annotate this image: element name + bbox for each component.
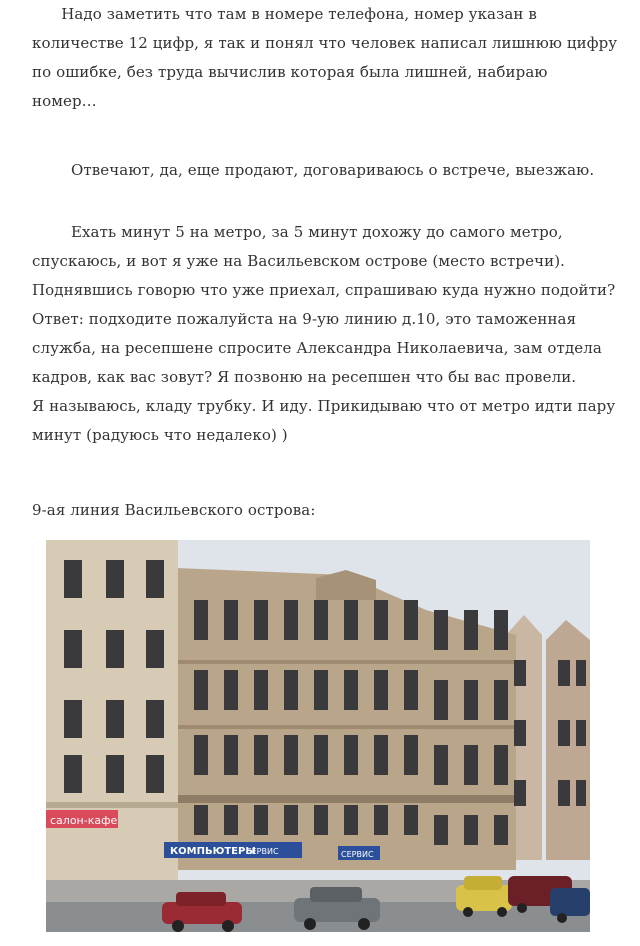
window <box>254 600 268 640</box>
window <box>106 700 124 738</box>
window <box>434 680 448 720</box>
text-line: служба, на ресепшене спросите Александра Николаевича, зам отдела <box>32 339 602 357</box>
window <box>514 660 526 686</box>
window <box>146 755 164 793</box>
window <box>284 600 298 640</box>
text-line: Я называюсь, кладу трубку. И иду. Прикидываю что от метро идти пару <box>32 397 616 415</box>
window <box>284 805 298 835</box>
window <box>464 610 478 650</box>
service-sign-text: СЕРВИС <box>341 850 374 859</box>
window <box>494 610 508 650</box>
window <box>576 660 586 686</box>
window <box>576 720 586 746</box>
window <box>344 735 358 775</box>
window <box>314 735 328 775</box>
window <box>374 735 388 775</box>
building-photo <box>46 540 590 932</box>
paragraph-phone-number <box>32 0 618 116</box>
window <box>558 780 570 806</box>
text-line: Отвечают, да, еще продают, договариваюсь о встрече, выезжаю. <box>32 161 595 179</box>
window <box>344 600 358 640</box>
window <box>194 670 208 710</box>
text-line: по ошибке, без труда вычислив которая была лишней, набираю <box>32 63 548 81</box>
paragraph-metro <box>32 218 616 450</box>
window <box>224 805 238 835</box>
window <box>434 745 448 785</box>
window <box>344 805 358 835</box>
window <box>254 805 268 835</box>
window <box>254 735 268 775</box>
window <box>224 600 238 640</box>
window <box>514 780 526 806</box>
window <box>464 745 478 785</box>
window <box>64 630 82 668</box>
text-line: Надо заметить что там в номере телефона, номер указан в <box>32 5 537 23</box>
window <box>404 600 418 640</box>
window <box>106 755 124 793</box>
window <box>434 610 448 650</box>
window <box>254 670 268 710</box>
text-line: Ответ: подходите пожалуйста на 9-ую линию д.10, это таможенная <box>32 310 577 328</box>
window <box>404 735 418 775</box>
window <box>314 805 328 835</box>
window <box>224 670 238 710</box>
computer-sign-text: КОМПЬЮТЕРЫ <box>170 846 256 857</box>
window <box>464 680 478 720</box>
window <box>514 720 526 746</box>
window <box>374 805 388 835</box>
text-line: Поднявшись говорю что уже приехал, спрашиваю куда нужно подойти? <box>32 281 616 299</box>
window <box>494 680 508 720</box>
window <box>146 560 164 598</box>
window <box>106 630 124 668</box>
window <box>404 805 418 835</box>
photo-caption <box>32 496 612 525</box>
window <box>194 805 208 835</box>
window <box>494 745 508 785</box>
paragraph-answer <box>32 156 612 185</box>
window <box>374 670 388 710</box>
window <box>146 700 164 738</box>
window <box>194 735 208 775</box>
text-line: минут (радуюсь что недалеко) ) <box>32 426 288 444</box>
window <box>576 780 586 806</box>
window <box>494 815 508 845</box>
window <box>464 815 478 845</box>
window <box>64 700 82 738</box>
window <box>146 630 164 668</box>
text-line: кадров, как вас зовут? Я позвоню на ресепшен что бы вас провели. <box>32 368 577 386</box>
window <box>224 735 238 775</box>
window <box>558 660 570 686</box>
window <box>344 670 358 710</box>
window <box>404 670 418 710</box>
window <box>284 735 298 775</box>
text-line: 9-ая линия Васильевского острова: <box>32 501 316 519</box>
text-line: Ехать минут 5 на метро, за 5 минут дохожу до самого метро, <box>32 223 563 241</box>
window <box>64 560 82 598</box>
window <box>284 670 298 710</box>
cafe-sign-text: салон-кафе <box>50 814 118 827</box>
window <box>314 600 328 640</box>
text-line: спускаюсь, и вот я уже на Васильевском острове (место встречи). <box>32 252 566 270</box>
window <box>434 815 448 845</box>
window <box>374 600 388 640</box>
computer-sign-subtext: СЕРВИС <box>246 847 279 856</box>
window <box>106 560 124 598</box>
text-line: количестве 12 цифр, я так и понял что человек написал лишнюю цифру <box>32 34 618 52</box>
window <box>194 600 208 640</box>
window <box>64 755 82 793</box>
window <box>314 670 328 710</box>
window <box>558 720 570 746</box>
text-line: номер… <box>32 92 97 110</box>
